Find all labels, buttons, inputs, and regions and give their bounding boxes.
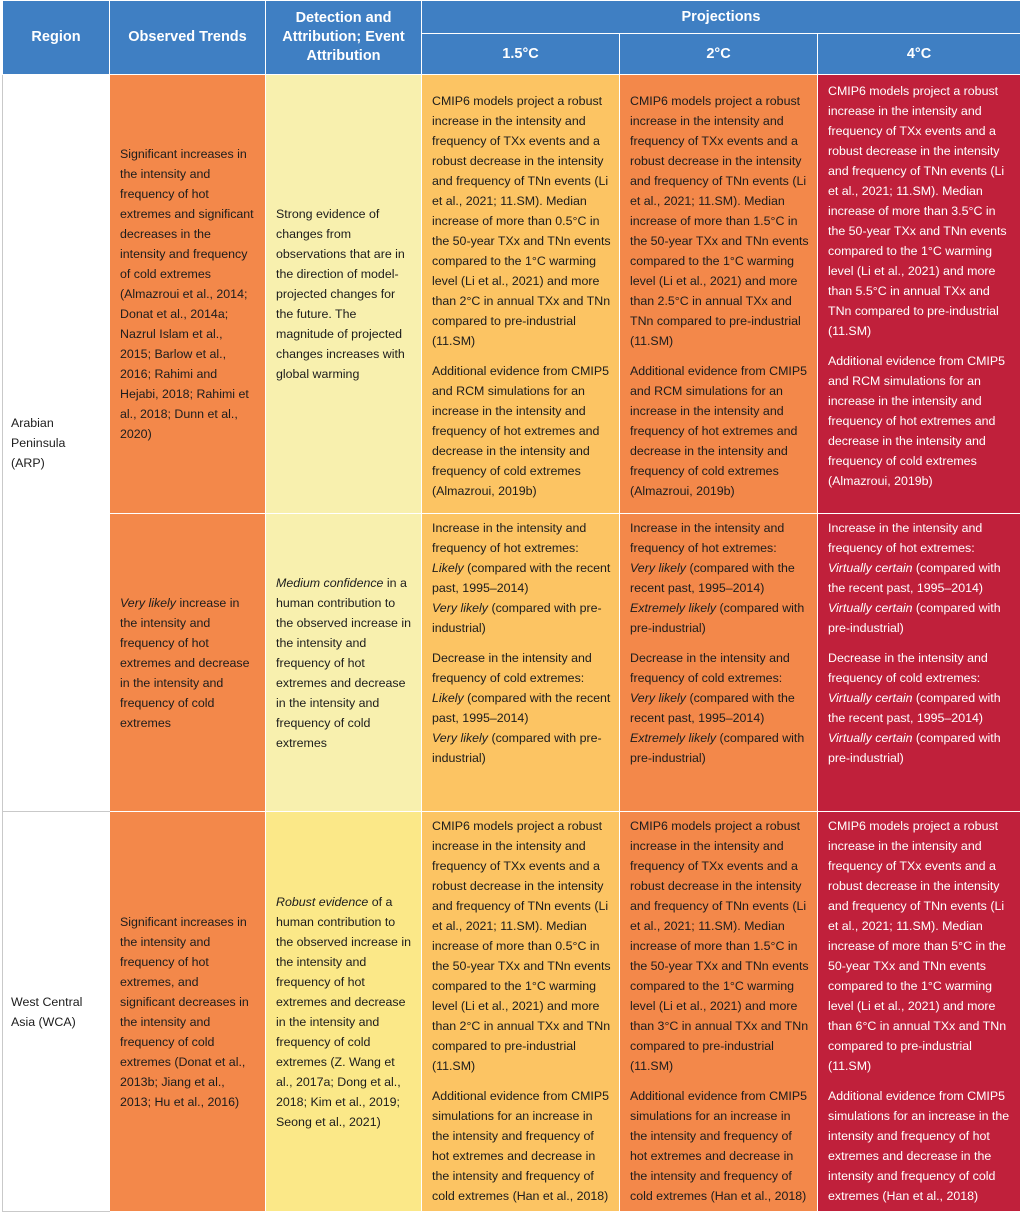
projection-1-5c-cell: CMIP6 models project a robust increase in the intensity and frequency of TXx events and a robust decrease in the intensity and frequency of TNn events (Li et al., 2021; 11.SM). Median increase of more than 0.5°C in the 50-year TXx and TNn events compared to the 1°C warming level (Li et al., 2021) and more than 2°C in annual TXx and TNn compared to pre-industrial (11.SM) Additional evidence from CMIP5 simulations for an increase in the intensity and frequency of hot extremes and decrease in the intensity and frequency of cold extremes (Han et al., 2018) [422, 812, 620, 1212]
region-cell: West Central Asia (WCA) [3, 812, 110, 1212]
detection-cell: Strong evidence of changes from observations that are in the direction of model-projected changes for the future. The magnitude of projected changes increases with global warming [266, 75, 422, 514]
header-detection-attribution: Detection and Attribution; Event Attribution [266, 1, 422, 75]
observed-trends-cell: Very likely increase in the intensity and frequency of hot extremes and decrease in the intensity and frequency of cold extremes [110, 514, 266, 812]
observed-trends-cell: Significant increases in the intensity and frequency of hot extremes and significant decreases in the intensity and frequency of cold extremes (Almazroui et al., 2014; Donat et al., 2014a; Nazrul Islam et al., 2015; Barlow et al., 2016; Rahimi and Hejabi, 2018; Rahimi et al., 2018; Dunn et al., 2020) [110, 75, 266, 514]
extremes-table [2, 0, 1021, 1212]
table-row [3, 812, 1021, 1212]
observed-trends-cell: Significant increases in the intensity and frequency of hot extremes, and significant decreases in the intensity and frequency of cold extremes (Donat et al., 2013b; Jiang et al., 2013; Hu et al., 2016) [110, 812, 266, 1212]
detection-cell: Robust evidence of a human contribution to the observed increase in the intensity and frequency of hot extremes and decrease in the intensity and frequency of cold extremes (Z. Wang et al., 2017a; Dong et al., 2018; Kim et al., 2019; Seong et al., 2021) [266, 812, 422, 1212]
projection-1-5c-cell: Increase in the intensity and frequency of hot extremes: Likely (compared with the recent past, 1995–2014) Very likely (compared with pre-industrial) Decrease in the intensity and frequency of cold extremes: Likely (compared with the recent past, 1995–2014) Very likely (compared with pre-industrial) [422, 514, 620, 812]
table-row [3, 514, 1021, 812]
projection-2c-cell: CMIP6 models project a robust increase in the intensity and frequency of TXx events and a robust decrease in the intensity and frequency of TNn events (Li et al., 2021; 11.SM). Median increase of more than 1.5°C in the 50-year TXx and TNn events compared to the 1°C warming level (Li et al., 2021) and more than 2.5°C in annual TXx and TNn compared to pre-industrial (11.SM) Additional evidence from CMIP5 and RCM simulations for an increase in the intensity and frequency of hot extremes and decrease in the intensity and frequency of cold extremes (Almazroui, 2019b) [620, 75, 818, 514]
projection-4c-cell: CMIP6 models project a robust increase in the intensity and frequency of TXx events and a robust decrease in the intensity and frequency of TNn events (Li et al., 2021; 11.SM). Median increase of more than 3.5°C in the 50-year TXx and TNn events compared to the 1°C warming level (Li et al., 2021) and more than 5.5°C in annual TXx and TNn compared to pre-industrial (11.SM) Additional evidence from CMIP5 and RCM simulations for an increase in the intensity and frequency of hot extremes and decrease in the intensity and frequency of cold extremes (Almazroui, 2019b) [818, 75, 1021, 514]
projection-4c-cell: Increase in the intensity and frequency of hot extremes: Virtually certain (compared with the recent past, 1995–2014) Virtually certain (compared with pre-industrial) Decrease in the intensity and frequency of cold extremes: Virtually certain (compared with the recent past, 1995–2014) Virtually certain (compared with pre-industrial) [818, 514, 1021, 812]
projection-2c-cell: CMIP6 models project a robust increase in the intensity and frequency of TXx events and a robust decrease in the intensity and frequency of TNn events (Li et al., 2021; 11.SM). Median increase of more than 1.5°C in the 50-year TXx and TNn events compared to the 1°C warming level (Li et al., 2021) and more than 3°C in annual TXx and TNn compared to pre-industrial (11.SM) Additional evidence from CMIP5 simulations for an increase in the intensity and frequency of hot extremes and decrease in the intensity and frequency of cold extremes (Han et al., 2018) [620, 812, 818, 1212]
detection-cell: Medium confidence in a human contribution to the observed increase in the intensity and frequency of hot extremes and decrease in the intensity and frequency of cold extremes [266, 514, 422, 812]
projection-1-5c-cell: CMIP6 models project a robust increase in the intensity and frequency of TXx events and a robust decrease in the intensity and frequency of TNn events (Li et al., 2021; 11.SM). Median increase of more than 0.5°C in the 50-year TXx and TNn events compared to the 1°C warming level (Li et al., 2021) and more than 2°C in annual TXx and TNn compared to pre-industrial (11.SM) Additional evidence from CMIP5 and RCM simulations for an increase in the intensity and frequency of hot extremes and decrease in the intensity and frequency of cold extremes (Almazroui, 2019b) [422, 75, 620, 514]
projection-2c-cell: Increase in the intensity and frequency of hot extremes: Very likely (compared with the recent past, 1995–2014) Extremely likely (compared with pre-industrial) Decrease in the intensity and frequency of cold extremes: Very likely (compared with the recent past, 1995–2014) Extremely likely (compared with pre-industrial) [620, 514, 818, 812]
header-4c: 4°C [818, 34, 1021, 75]
header-projections: Projections [422, 1, 1021, 34]
header-2c: 2°C [620, 34, 818, 75]
projection-4c-cell: CMIP6 models project a robust increase in the intensity and frequency of TXx events and a robust decrease in the intensity and frequency of TNn events (Li et al., 2021; 11.SM). Median increase of more than 5°C in the 50-year TXx and TNn events compared to the 1°C warming level (Li et al., 2021) and more than 6°C in annual TXx and TNn compared to pre-industrial (11.SM) Additional evidence from CMIP5 simulations for an increase in the intensity and frequency of hot extremes and decrease in the intensity and frequency of cold extremes (Han et al., 2018) [818, 812, 1021, 1212]
header-1-5c: 1.5°C [422, 34, 620, 75]
header-region: Region [3, 1, 110, 75]
table-row [3, 75, 1021, 514]
region-cell: Arabian Peninsula (ARP) [3, 75, 110, 812]
header-observed-trends: Observed Trends [110, 1, 266, 75]
